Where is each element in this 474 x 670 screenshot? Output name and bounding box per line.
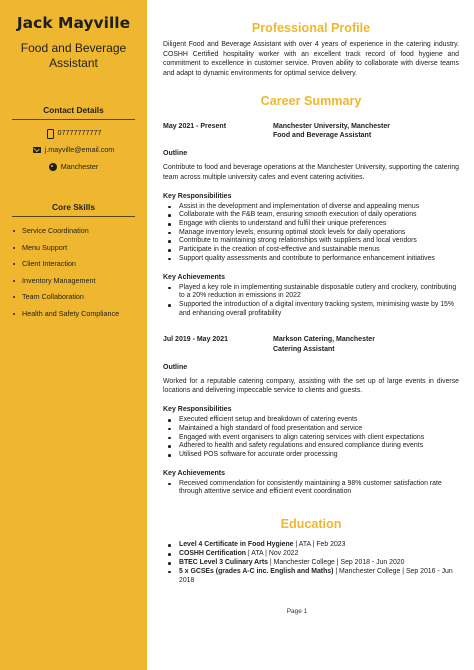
- list-item: Supported the introduction of a digital inventory tracking system, minimising waste by 15% and enhancing overall profitability: [163, 301, 459, 318]
- qualification-detail: | Manchester College | Sep 2018 - Jun 2020: [267, 558, 405, 566]
- education-item: [163, 541, 459, 550]
- job-header: [163, 335, 459, 353]
- outline-label: Outline: [163, 363, 188, 371]
- contact-email: [12, 145, 135, 154]
- list-item: Utilised POS software for accurate order processing: [163, 451, 459, 460]
- skill-item: Menu Support: [12, 240, 135, 257]
- profile-text: Diligent Food and Beverage Assistant with over 4 years of experience in the catering industry. COSHH Certified hospitality worker with an excellent track record of food hygiene and commitment to excellence in customer service. Proven ability to collaborate with diverse teams and adapt to dynamic environments for optimal service delivery.: [163, 41, 459, 78]
- profile-heading: Professional Profile: [251, 21, 371, 35]
- sidebar: [0, 0, 147, 670]
- page-number: Page 1: [286, 608, 308, 615]
- education-heading: Education: [280, 517, 342, 532]
- achievements-label: Key Achievements: [163, 273, 225, 281]
- list-item: Assist in the development and implementation of diverse and appealing menus: [163, 203, 459, 212]
- job-role: Catering Assistant: [273, 345, 335, 353]
- email-address[interactable]: j.mayville@email.com: [44, 145, 115, 154]
- candidate-title: Food and Beverage Assistant: [20, 41, 127, 70]
- skills-list: [12, 223, 135, 322]
- contact-divider: [12, 119, 135, 120]
- list-item: Support quality assessments and contribute to performance enhancement initiatives: [163, 255, 459, 264]
- contact-location: [12, 162, 135, 171]
- contact-heading: Contact Details: [43, 105, 104, 115]
- main-content: [163, 0, 459, 586]
- candidate-name: Jack Mayville: [16, 14, 131, 32]
- job-dates: May 2021 - Present: [163, 122, 227, 130]
- career-heading: Career Summary: [260, 93, 362, 108]
- list-item: Adhered to health and safety regulations and ensured compliance during events: [163, 442, 459, 451]
- outline-label: Outline: [163, 150, 188, 158]
- job-outline: Worked for a reputable catering company, assisting with the set up of large events in diverse locations and delivering impeccable service to clients and guests.: [163, 377, 459, 395]
- list-item: Received commendation for consistently maintaining a 98% customer satisfaction rate through attentive service and efficient event coordination: [163, 480, 459, 497]
- list-item: Engage with clients to understand and fulfil their unique preferences: [163, 220, 459, 229]
- phone-icon: [46, 129, 54, 137]
- skill-item: Health and Safety Compliance: [12, 306, 135, 323]
- list-item: Contribute to maintaining strong relationships with suppliers and local vendors: [163, 237, 459, 246]
- phone-number: 07777777777: [57, 128, 102, 137]
- list-item: Executed efficient setup and breakdown of catering events: [163, 416, 459, 425]
- location-icon: [49, 163, 57, 171]
- responsibilities-list: [163, 416, 459, 460]
- list-item: Participate in the creation of cost-effective and sustainable menus: [163, 246, 459, 255]
- skills-divider: [12, 216, 135, 217]
- qualification-detail: | ATA | Feb 2023: [293, 541, 346, 549]
- responsibilities-label: Key Responsibilities: [163, 192, 232, 200]
- achievements-list: [163, 480, 459, 497]
- list-item: Played a key role in implementing sustainable disposable cutlery and crockery, contributing to a 20% reduction in emissions in 2022: [163, 284, 459, 301]
- job-outline: Contribute to food and beverage operations at the Manchester University, supporting the catering team across multiple university cafes and event catering activities.: [163, 164, 459, 181]
- list-item: Engaged with event organisers to align catering services with client expectations: [163, 434, 459, 443]
- qualification-detail: | Manchester College | Sep 2016 - Jun 2018: [179, 567, 453, 584]
- location-text: Manchester: [60, 162, 99, 171]
- skill-item: Inventory Management: [12, 273, 135, 290]
- mail-icon: [33, 146, 41, 154]
- achievements-list: [163, 284, 459, 319]
- skill-item: Client Interaction: [12, 256, 135, 273]
- qualification: Level 4 Certificate in Food Hygiene: [179, 541, 294, 549]
- list-item: Collaborate with the F&B team, ensuring smooth execution of daily operations: [163, 211, 459, 220]
- qualification: COSHH Certification: [179, 550, 246, 557]
- job-dates: Jul 2019 - May 2021: [163, 336, 228, 344]
- education-item: [163, 550, 459, 559]
- qualification-detail: | ATA | Nov 2022: [246, 550, 299, 557]
- achievements-label: Key Achievements: [163, 469, 225, 477]
- education-item: [163, 568, 459, 586]
- responsibilities-label: Key Responsibilities: [163, 406, 232, 414]
- skill-item: Service Coordination: [12, 223, 135, 240]
- job-header: [163, 122, 459, 140]
- education-item: [163, 559, 459, 568]
- qualification: 5 x GCSEs (grades A-C inc. English and Maths): [179, 567, 334, 575]
- responsibilities-list: [163, 203, 459, 264]
- qualification: BTEC Level 3 Culinary Arts: [179, 558, 268, 566]
- education-list: [163, 541, 459, 586]
- skill-item: Team Collaboration: [12, 289, 135, 306]
- skills-heading: Core Skills: [52, 202, 95, 212]
- job-employer: Manchester University, Manchester: [273, 122, 390, 130]
- job-employer: Markson Catering, Manchester: [273, 336, 375, 344]
- list-item: Maintained a high standard of food presentation and service: [163, 425, 459, 434]
- list-item: Manage inventory levels, ensuring optimal stock levels for daily operations: [163, 229, 459, 238]
- contact-phone: [12, 128, 135, 137]
- job-role: Food and Beverage Assistant: [273, 132, 372, 140]
